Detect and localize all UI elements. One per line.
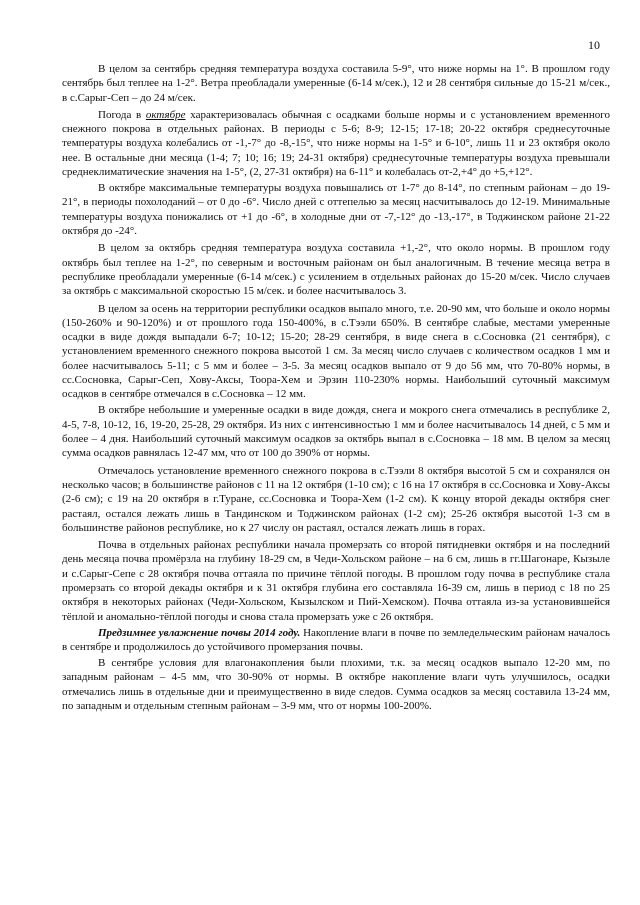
paragraph-body: Накопление влаги в почве по земледельческим районам началось в сентябре и продолжилось до устойчивого промерзания почвы. [62, 626, 610, 653]
paragraph-october-weather [62, 108, 610, 179]
paragraph-september-summary: В целом за сентябрь средняя температура воздуха составила 5-9°, что ниже нормы на 1°. В прошлом году сентябрь был теплее на 1-2°. Ветра преобладали умеренные (6-14 м/сек.), 12 и 28 сентября сильные до 15-21 м/сек., в с.Сарыг-Сеп – до 24 м/сек. [62, 63, 610, 104]
emphasized-word-october: октябре [145, 108, 186, 121]
paragraph-october-max-temperature: В октябре максимальные температуры воздуха повышались от 1-7° до 8-14°, по степным районам – до 19-21°, в периоды похолоданий – от 0 до -6°. Число дней с оттепелью за месяц насчитывалось до 12-19. Минимальные температуры воздуха понижались от +1 до -6°, в холодные дни от -7,-12° до -13,-17°, в Тоджинском районе 21-22 октября до -24°. [62, 182, 610, 238]
paragraph-october-summary: В целом за октябрь средняя температура воздуха составила +1,-2°, что около нормы. В прошлом году октябрь был теплее на 1-2°, по северным и восточным районам он был аналогичным. В течение месяца ветра в республике преобладали умеренные (6-14 м/сек.) с усилением в отдельных районах до 15-20 м/сек. Число случаев за октябрь с максимальной скоростью 15 м/сек. и более насчитывалось 3. [62, 242, 610, 298]
paragraph-body: характеризовалась обычная с осадками больше нормы и с установлением временного снежного покрова в отдельных районах. В периоды с 5-6; 8-9; 12-15; 17-18; 20-22 октября среднесуточные температуры воздуха колебались от -1,-7° до -8,-15°, что ниже нормы на 1-5° и 6-10°, лишь 11 и 23 октября около нее. В остальные дни месяца (1-4; 7; 10; 16; 19; 24-31 октября) среднесуточные температуры воздуха превышали среднеклиматические значения на 1-5°, (2, 27-31 октября) на 6-11° и колебалась от-2,+4° до +5,+12°. [62, 108, 610, 179]
paragraph-prefix: Погода в [98, 108, 146, 121]
paragraph-snow-cover: Отмечалось установление временного снежного покрова в с.Тээли 8 октября высотой 5 см и сохранялся он несколько часов; в большинстве районов с 11 на 12 октября (1-10 см); с 16 на 17 октября в сс.Сосновка и Хову-Аксы (2-6 см); с 19 на 20 октября в г.Туране, сс.Сосновка и Тоора-Хем (1-2 см). К концу второй декады октября снег растаял, остался лежать лишь в Тандинском и Тоджинском районах (1-2 см); 25-26 октября высотой 1-3 см в большинстве районов республике, но к 27 числу он растаял, остался лежать лишь в горах. [62, 464, 610, 534]
paragraph-moisture-conditions: В сентябре условия для влагонакопления были плохими, т.к. за месяц осадков выпало 12-20 мм, по западным районам – 4-5 мм, что 30-90% от нормы. В октябре накопление влаги чуть улучшилось, осадки отмечались лишь в отдельные дни и преимущественно в виде следов. Сумма осадков за месяц составила 13-24 мм, по западным и отдельным степным районам – 3-9 мм, что от нормы 100-200%. [62, 657, 610, 712]
paragraph-october-precipitation: В октябре небольшие и умеренные осадки в виде дождя, снега и мокрого снега отмечались в республике 2, 4-5, 7-8, 10-12, 16, 19-20, 25-28, 29 октября. Из них с интенсивностью 1 мм и более насчитывалось 14 дней, с 5 мм и более – 4 дня. Наибольший суточный максимум осадков за октябрь выпал в с.Сосновка – 18 мм. В целом за месяц сумма осадков равнялась 12-47 мм, что от 100 до 390% от нормы. [62, 404, 610, 460]
paragraph-soil-freezing: Почва в отдельных районах республики начала промерзать со второй пятидневки октября и на последний день месяца почва промёрзла на глубину 18-29 см, в Чеди-Хольском районе – на 6 см, лишь в гг.Шагонаре, Кызыле и с.Сарыг-Сепе с 28 октября почва оттаяла по причине тёплой погоды. В прошлом году почва в республике стала промерзать со второй декады октября и к 31 октября глубина его составляла 16-39 см, лишь в период с 18 по 25 октября в некоторых районах (Чеди-Хольском, Кызылском и Пий-Хемском). Почва оттаяла из-за установившейся тёплой и аномально-тёплой погоды и снова стала промерзать уже с 26 октября. [62, 539, 610, 623]
paragraph-soil-moisture [62, 626, 610, 655]
body-text [62, 62, 610, 715]
section-lead: Предзимнее увлажнение почвы 2014 году. [98, 626, 301, 639]
paragraph-autumn-precipitation: В целом за осень на территории республики осадков выпало много, т.е. 20-90 мм, что больше и около нормы (150-260% и 90-120%) и от прошлого года 150-400%, в с.Тээли 650%. В сентябре слабые, местами умеренные осадки в виде дождя выпадали 6-7; 10-12; 15-20; 28-29 сентября, в виде снега в с.Сосновка (21 сентября), с установлением временного снежного покрова высотой 1 см. За месяц число случаев с количеством осадков 1 мм и более насчитывалось 5-11; с 5 мм и более – 3-5. За месяц осадков выпало от 9 до 56 мм, что 70-80% нормы, в сс.Сосновка, Сарыг-Сеп, Хову-Аксы, Тоора-Хем и Эрзин 110-230% нормы. Наибольший суточный максимум осадков в сентябре отмечался в с.Сосновка – 12 мм. [62, 302, 610, 401]
page-number: 10 [588, 38, 600, 52]
